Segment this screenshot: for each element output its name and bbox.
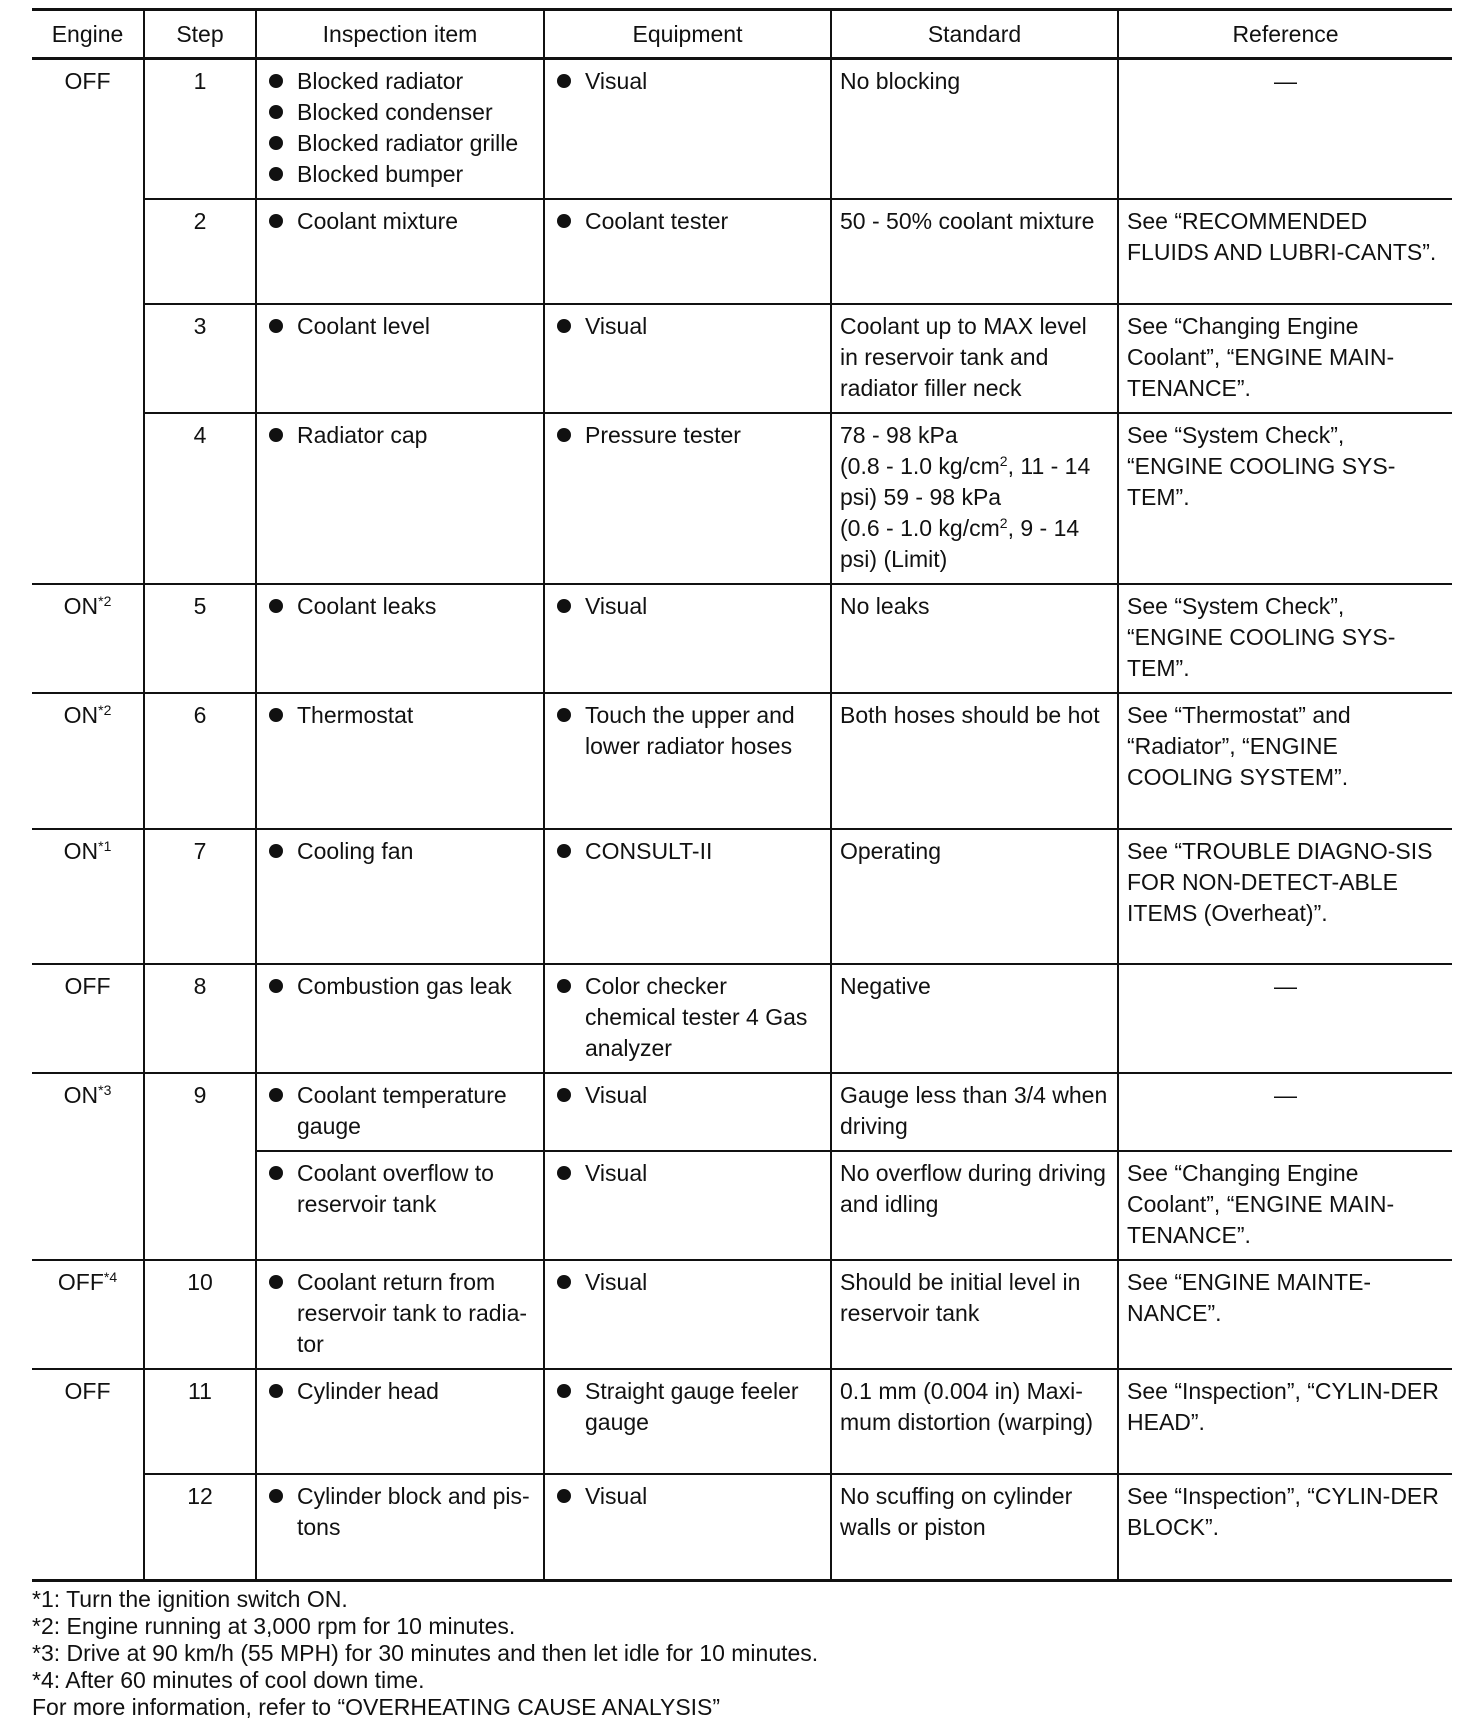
inspection-item-text: Blocked bumper (297, 161, 464, 187)
step-cell: 8 (144, 964, 256, 1073)
inspection-item-text: Blocked radiator (297, 68, 464, 94)
reference-cell: See “Changing Engine Coolant”, “ENGINE MAIN-TENANCE”. (1118, 1151, 1452, 1260)
bullet-icon (557, 1275, 571, 1289)
equipment-cell (544, 1260, 831, 1369)
engine-state: ON (63, 593, 99, 619)
inspection-item-text: Coolant return from reservoir tank to radia-tor (297, 1269, 528, 1357)
inspection-item-text: Coolant mixture (297, 208, 459, 234)
bullet-icon (557, 979, 571, 993)
engine-state: OFF (57, 1269, 104, 1295)
standard-cell: No scuffing on cylinder walls or piston (831, 1474, 1118, 1580)
equipment-text: Visual (585, 593, 648, 619)
footnote-ref: *4 (103, 1269, 118, 1285)
inspection-item-cell (256, 1369, 544, 1474)
bullet-icon (557, 599, 571, 613)
table-row (32, 1073, 1452, 1151)
bullet-icon (557, 844, 571, 858)
table-row (32, 1369, 1452, 1474)
step-cell: 9 (144, 1073, 256, 1260)
header-equipment: Equipment (544, 10, 831, 59)
table-row (32, 693, 1452, 829)
engine-cell: OFF (32, 964, 144, 1073)
bullet-icon (269, 428, 283, 442)
reference-cell: See “TROUBLE DIAGNO-SIS FOR NON-DETECT-ABLE ITEMS (Overheat)”. (1118, 829, 1452, 964)
step-cell: 10 (144, 1260, 256, 1369)
inspection-item-text: Blocked radiator grille (297, 130, 519, 156)
bullet-icon (557, 1489, 571, 1503)
bullet-icon (269, 1275, 283, 1289)
equipment-text: Visual (585, 1160, 648, 1186)
table-row (32, 304, 1452, 413)
footnote-4: *4: After 60 minutes of cool down time. (32, 1666, 425, 1693)
engine-cell (32, 304, 144, 413)
bullet-icon (557, 319, 571, 333)
inspection-document (32, 8, 1452, 1721)
inspection-item-text: Radiator cap (297, 422, 428, 448)
equipment-text: Color checker chemical tester 4 Gas analyzer (585, 973, 808, 1061)
bullet-icon (269, 319, 283, 333)
inspection-item-text: Cylinder block and pis-tons (297, 1483, 530, 1540)
footnote-2: *2: Engine running at 3,000 rpm for 10 minutes. (32, 1612, 516, 1639)
equipment-text: Coolant tester (585, 208, 729, 234)
bullet-icon (269, 1384, 283, 1398)
header-step: Step (144, 10, 256, 59)
equipment-text: Visual (585, 68, 648, 94)
standard-cell: No overflow during driving and idling (831, 1151, 1118, 1260)
inspection-item-cell (256, 199, 544, 304)
bullet-icon (269, 136, 283, 150)
reference-cell: See “Changing Engine Coolant”, “ENGINE MAIN-TENANCE”. (1118, 304, 1452, 413)
equipment-cell (544, 693, 831, 829)
inspection-item-cell (256, 693, 544, 829)
inspection-item-text: Cylinder head (297, 1378, 439, 1404)
equipment-cell (544, 964, 831, 1073)
step-cell: 6 (144, 693, 256, 829)
inspection-item-cell (256, 1151, 544, 1260)
more-info-note: For more information, refer to “OVERHEATING CAUSE ANALYSIS” (32, 1693, 721, 1720)
standard-cell (831, 413, 1118, 584)
step-cell: 12 (144, 1474, 256, 1580)
reference-cell: See “ENGINE MAINTE-NANCE”. (1118, 1260, 1452, 1369)
inspection-item-cell (256, 1260, 544, 1369)
list-item (265, 66, 535, 97)
engine-cell (32, 584, 144, 693)
inspection-item-text: Combustion gas leak (297, 973, 512, 999)
inspection-item-text: Coolant overflow to reservoir tank (297, 1160, 494, 1217)
table-row (32, 199, 1452, 304)
standard-text: , 11 - 14 psi) 59 - 98 kPa (840, 453, 1091, 510)
step-cell: 5 (144, 584, 256, 693)
reference-cell: See “RECOMMENDED FLUIDS AND LUBRI-CANTS”. (1118, 199, 1452, 304)
standard-cell: Negative (831, 964, 1118, 1073)
table-header-row (32, 10, 1452, 59)
table-row (32, 584, 1452, 693)
engine-cell (32, 199, 144, 304)
header-inspection-item: Inspection item (256, 10, 544, 59)
equipment-cell (544, 584, 831, 693)
bullet-icon (269, 74, 283, 88)
inspection-item-cell (256, 59, 544, 200)
bullet-icon (557, 214, 571, 228)
equipment-text: CONSULT-II (585, 838, 713, 864)
engine-cell (32, 1260, 144, 1369)
step-cell: 11 (144, 1369, 256, 1474)
footnote-ref: *2 (98, 593, 112, 609)
equipment-text: Visual (585, 1082, 648, 1108)
reference-cell: — (1118, 964, 1452, 1073)
engine-cell (32, 413, 144, 584)
step-cell: 1 (144, 59, 256, 200)
standard-text: (0.8 - 1.0 kg/cm (840, 453, 1000, 479)
header-engine: Engine (32, 10, 144, 59)
reference-cell: See “System Check”, “ENGINE COOLING SYS-TEM”. (1118, 584, 1452, 693)
footnote-3: *3: Drive at 90 km/h (55 MPH) for 30 minutes and then let idle for 10 minutes. (32, 1639, 819, 1666)
inspection-item-text: Coolant leaks (297, 593, 437, 619)
equipment-cell (544, 1474, 831, 1580)
equipment-cell (544, 1369, 831, 1474)
equipment-text: Visual (585, 1483, 648, 1509)
bullet-icon (269, 1166, 283, 1180)
superscript: 2 (999, 453, 1008, 469)
equipment-cell (544, 1073, 831, 1151)
table-row (32, 829, 1452, 964)
superscript: 2 (999, 515, 1008, 531)
footnote-ref: *2 (98, 702, 112, 718)
inspection-item-text: Blocked condenser (297, 99, 493, 125)
bullet-icon (269, 599, 283, 613)
standard-text: , 9 - 14 psi) (Limit) (840, 515, 1080, 572)
inspection-item-cell (256, 304, 544, 413)
list-item (265, 128, 535, 159)
table-row (32, 1260, 1452, 1369)
inspection-item-cell (256, 413, 544, 584)
equipment-cell (544, 199, 831, 304)
equipment-cell (544, 1151, 831, 1260)
equipment-cell (544, 59, 831, 200)
header-standard: Standard (831, 10, 1118, 59)
standard-cell: No leaks (831, 584, 1118, 693)
standard-text: (0.6 - 1.0 kg/cm (840, 515, 1000, 541)
inspection-item-text: Coolant level (297, 313, 430, 339)
reference-cell: See “Inspection”, “CYLIN-DER HEAD”. (1118, 1369, 1452, 1474)
header-reference: Reference (1118, 10, 1452, 59)
equipment-cell (544, 829, 831, 964)
reference-cell: See “Inspection”, “CYLIN-DER BLOCK”. (1118, 1474, 1452, 1580)
reference-cell: — (1118, 1073, 1452, 1151)
step-cell: 7 (144, 829, 256, 964)
bullet-icon (557, 1166, 571, 1180)
list-item (265, 159, 535, 190)
footnotes (32, 1586, 1452, 1721)
equipment-text: Visual (585, 313, 648, 339)
standard-cell: Both hoses should be hot (831, 693, 1118, 829)
equipment-text: Touch the upper and lower radiator hoses (585, 702, 795, 759)
inspection-item-cell (256, 584, 544, 693)
reference-cell: See “System Check”, “ENGINE COOLING SYS-TEM”. (1118, 413, 1452, 584)
table-row (32, 59, 1452, 200)
engine-cell (32, 829, 144, 964)
inspection-item-cell (256, 964, 544, 1073)
bullet-icon (557, 74, 571, 88)
footnote-1: *1: Turn the ignition switch ON. (32, 1585, 348, 1612)
bullet-icon (269, 1088, 283, 1102)
reference-cell: — (1118, 59, 1452, 200)
footnote-ref: *1 (98, 838, 112, 854)
inspection-item-cell (256, 829, 544, 964)
equipment-text: Pressure tester (585, 422, 741, 448)
reference-cell: See “Thermostat” and “Radiator”, “ENGINE COOLING SYSTEM”. (1118, 693, 1452, 829)
step-cell: 3 (144, 304, 256, 413)
step-cell: 2 (144, 199, 256, 304)
bullet-icon (269, 1489, 283, 1503)
engine-cell: OFF (32, 59, 144, 200)
bullet-icon (557, 708, 571, 722)
standard-cell: Operating (831, 829, 1118, 964)
bullet-icon (269, 708, 283, 722)
equipment-text: Visual (585, 1269, 648, 1295)
table-row (32, 964, 1452, 1073)
table-row (32, 413, 1452, 584)
standard-cell: 0.1 mm (0.004 in) Maxi-mum distortion (warping) (831, 1369, 1118, 1474)
bullet-icon (269, 979, 283, 993)
bullet-icon (269, 844, 283, 858)
engine-cell (32, 1151, 144, 1260)
footnote-ref: *3 (98, 1082, 112, 1098)
step-cell: 4 (144, 413, 256, 584)
bullet-icon (557, 1088, 571, 1102)
engine-state: ON (63, 702, 99, 728)
standard-text: 78 - 98 kPa (840, 422, 958, 448)
engine-state: ON (63, 1082, 99, 1108)
standard-cell: Gauge less than 3/4 when driving (831, 1073, 1118, 1151)
engine-cell (32, 1073, 144, 1151)
list-item (265, 97, 535, 128)
bullet-icon (269, 214, 283, 228)
standard-cell: Should be initial level in reservoir tank (831, 1260, 1118, 1369)
standard-cell: 50 - 50% coolant mixture (831, 199, 1118, 304)
engine-state: ON (63, 838, 99, 864)
bullet-icon (269, 105, 283, 119)
equipment-cell (544, 304, 831, 413)
standard-cell: Coolant up to MAX level in reservoir tank and radiator filler neck (831, 304, 1118, 413)
inspection-item-cell (256, 1474, 544, 1580)
inspection-table (32, 8, 1452, 1582)
inspection-item-cell (256, 1073, 544, 1151)
engine-cell (32, 1474, 144, 1580)
inspection-item-text: Coolant temperature gauge (297, 1082, 507, 1139)
bullet-icon (269, 167, 283, 181)
inspection-item-text: Thermostat (297, 702, 414, 728)
table-row (32, 1474, 1452, 1580)
bullet-icon (557, 428, 571, 442)
standard-cell: No blocking (831, 59, 1118, 200)
equipment-text: Straight gauge feeler gauge (585, 1378, 799, 1435)
inspection-item-text: Cooling fan (297, 838, 414, 864)
bullet-icon (557, 1384, 571, 1398)
engine-cell: OFF (32, 1369, 144, 1474)
equipment-cell (544, 413, 831, 584)
engine-cell (32, 693, 144, 829)
